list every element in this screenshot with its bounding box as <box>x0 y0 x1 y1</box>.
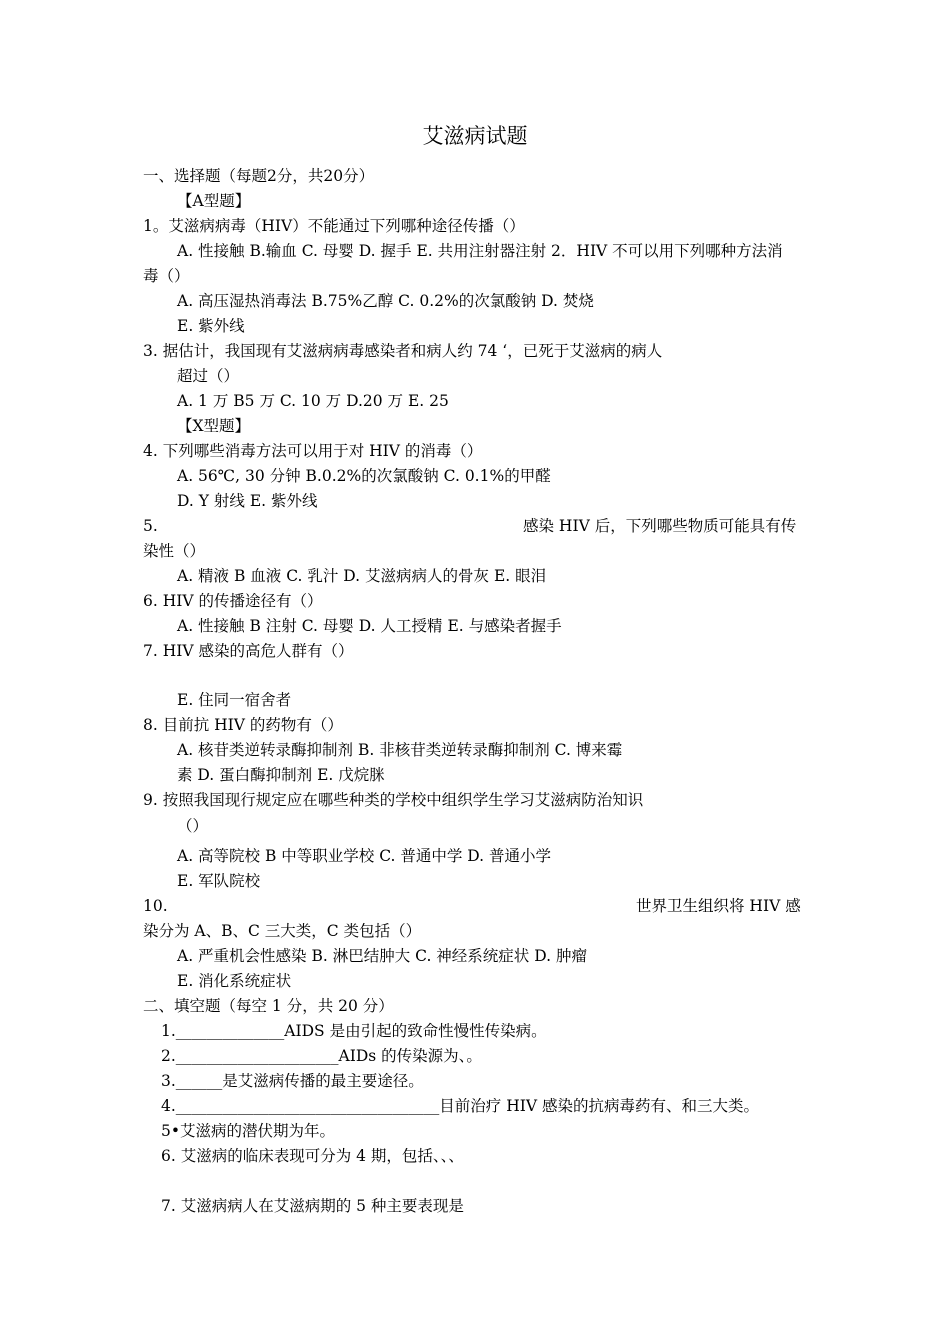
fill-in-3: 3.______是艾滋病传播的最主要途径。 <box>161 1072 424 1090</box>
question-10-options-e: E. 消化系统症状 <box>177 972 292 990</box>
question-4-options: A. 56℃, 30 分钟 B.0.2%的次氯酸钠 C. 0.1%的甲醛 <box>177 467 551 485</box>
fill-in-7: 7. 艾滋病病人在艾滋病期的 5 种主要表现是 <box>161 1197 464 1215</box>
question-1-options: A. 性接触 B.输血 C. 母婴 D. 握手 E. 共用注射器注射 2．HIV 不可以用下列哪种方法消 <box>177 242 783 260</box>
document-title: 艾滋病试题 <box>422 124 528 148</box>
fill-in-1: 1.______________AIDS 是由引起的致命性慢性传染病。 <box>161 1022 547 1040</box>
question-9-continued: （） <box>177 817 209 835</box>
question-9-options: A. 高等院校 B 中等职业学校 C. 普通中学 D. 普通小学 <box>177 847 552 865</box>
type-x-heading: 【X型题】 <box>177 417 251 435</box>
question-6: 6. HIV 的传播途径有（） <box>143 592 323 610</box>
question-3: 3. 据估计，我国现有艾滋病病毒感染者和病人约 74 ‘，已死于艾滋病的病人 <box>143 342 663 360</box>
question-8-options: A. 核苷类逆转录酶抑制剂 B. 非核苷类逆转录酶抑制剂 C. 博来霉 <box>177 741 623 759</box>
question-8-options-continued: 素 D. 蛋白酶抑制剂 E. 戊烷脒 <box>177 766 385 784</box>
question-1: 1。艾滋病病毒（HIV）不能通过下列哪种途径传播（） <box>143 217 525 235</box>
question-5-text: 感染 HIV 后，下列哪些物质可能具有传 <box>523 517 797 535</box>
fill-in-5: 5•艾滋病的潜伏期为年。 <box>161 1122 336 1140</box>
question-5-number: 5. <box>143 517 158 535</box>
question-10-text: 世界卫生组织将 HIV 感 <box>636 897 801 915</box>
fill-in-4: 4.__________________________________目前治疗 HIV 感染的抗病毒药有、和三大类。 <box>161 1097 759 1115</box>
question-5-options: A. 精液 B 血液 C. 乳汁 D. 艾滋病病人的骨灰 E. 眼泪 <box>177 567 547 585</box>
question-9: 9. 按照我国现行规定应在哪些种类的学校中组织学生学习艾滋病防治知识 <box>143 791 644 809</box>
question-8: 8. 目前抗 HIV 的药物有（） <box>143 716 343 734</box>
question-3-continued: 超过（） <box>177 367 240 385</box>
question-5-continued: 染性（） <box>143 542 206 560</box>
question-2-continued: 毒（） <box>143 267 190 285</box>
question-6-options: A. 性接触 B 注射 C. 母婴 D. 人工授精 E. 与感染者握手 <box>177 617 562 635</box>
question-2-options-e: E. 紫外线 <box>177 317 245 335</box>
question-10-number: 10. <box>143 897 168 915</box>
fill-in-6: 6. 艾滋病的临床表现可分为 4 期，包括、、、 <box>161 1147 464 1165</box>
question-10-options: A. 严重机会性感染 B. 淋巴结肿大 C. 神经系统症状 D. 肿瘤 <box>177 947 587 965</box>
question-4-options-d: D. Y 射线 E. 紫外线 <box>177 492 318 510</box>
question-7-option-e: E. 住同一宿舍者 <box>177 691 292 709</box>
question-9-options-e: E. 军队院校 <box>177 872 261 890</box>
question-3-options: A. 1 万 B5 万 C. 10 万 D.20 万 E. 25 <box>177 392 449 410</box>
question-4: 4. 下列哪些消毒方法可以用于对 HIV 的消毒（） <box>143 442 483 460</box>
section-heading-choice: 一、选择题（每题2分，共20分） <box>143 167 375 185</box>
question-2-options: A. 高压湿热消毒法 B.75%乙醇 C. 0.2%的次氯酸钠 D. 焚烧 <box>177 292 594 310</box>
fill-in-2: 2._____________________AIDs 的传染源为、。 <box>161 1047 482 1065</box>
type-a-heading: 【A型题】 <box>177 192 251 210</box>
section-heading-fill-in: 二、填空题（每空 1 分，共 20 分） <box>143 997 394 1015</box>
question-7: 7. HIV 感染的高危人群有（） <box>143 642 354 660</box>
question-10-continued: 染分为 A、B、C 三大类，C 类包括（） <box>143 922 422 940</box>
